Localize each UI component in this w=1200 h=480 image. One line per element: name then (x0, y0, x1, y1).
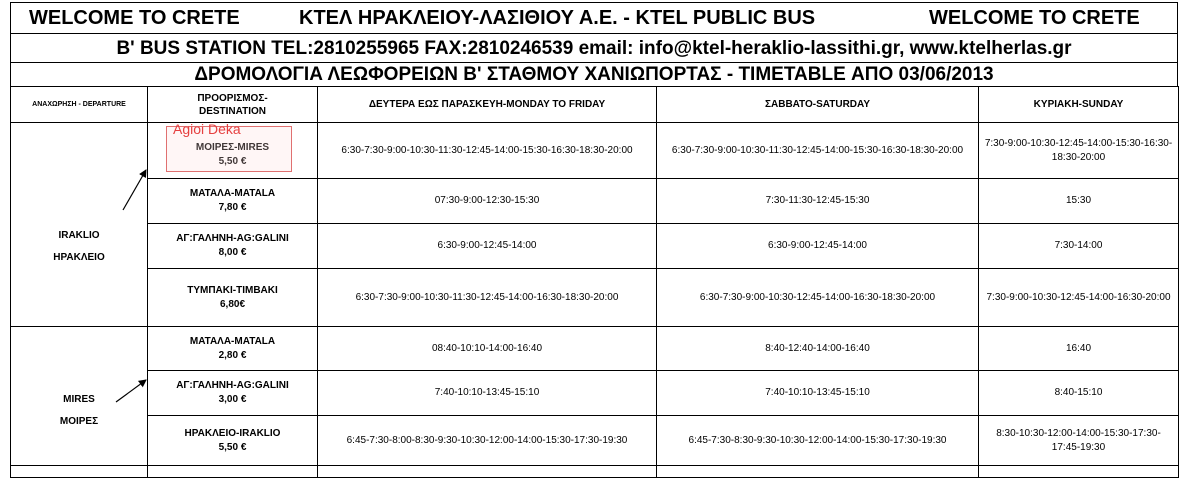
fare-price: 6,80€ (219, 298, 246, 310)
table-row (11, 224, 1179, 269)
destination-cell (148, 179, 318, 224)
sunday-times: 7:30-14:00 (979, 224, 1179, 269)
departure-cell (11, 327, 148, 466)
fare-price: 7,80 € (218, 202, 247, 213)
weekday-times: 6:30-9:00-12:45-14:00 (318, 224, 657, 269)
weekday-times: 7:40-10:10-13:45-15:10 (318, 371, 657, 416)
empty-cell (11, 466, 148, 478)
header-contact-line: B' BUS STATION TEL:2810255965 FAX:2810246539 email: info@ktel-heraklio-lassithi.gr, www.ktelherlas.gr (10, 33, 1178, 62)
empty-cell (148, 466, 318, 478)
table-row-cutoff (11, 466, 1179, 478)
empty-cell (657, 466, 979, 478)
saturday-times: 8:40-12:40-14:00-16:40 (657, 327, 979, 371)
destination-cell (148, 224, 318, 269)
fare-price: 8,00 € (218, 247, 247, 258)
departure-greek: ΜΟΙΡΕΣ (59, 416, 99, 427)
col-header-destination: ΠΡΟΟΡΙΣΜΟΣ- DESTINATION (148, 87, 318, 123)
destination-cell (148, 123, 318, 179)
saturday-times: 6:30-7:30-9:00-10:30-11:30-12:45-14:00-15:30-16:30-18:30-20:00 (657, 123, 979, 179)
saturday-times: 6:45-7:30-8:30-9:30-10:30-12:00-14:00-15:30-17:30-19:30 (657, 416, 979, 466)
fare-price: 2,80 € (218, 349, 247, 361)
sunday-times: 15:30 (979, 179, 1179, 224)
saturday-times: 7:40-10:10-13:45-15:10 (657, 371, 979, 416)
company-name: ΚΤΕΛ ΗΡΑΚΛΕΙΟΥ-ΛΑΣΙΘΙΟΥ Α.Ε. - KTEL PUBLIC BUS (299, 7, 816, 29)
sunday-times: 16:40 (979, 327, 1179, 371)
table-row (11, 179, 1179, 224)
header-welcome-line (10, 2, 1178, 33)
saturday-times: 7:30-11:30-12:45-15:30 (657, 179, 979, 224)
destination-cell (148, 327, 318, 371)
timetable (10, 86, 1179, 478)
destination-cell (148, 371, 318, 416)
col-header-sunday: ΚΥΡΙΑΚΗ-SUNDAY (979, 87, 1179, 123)
weekday-times: 6:45-7:30-8:00-8:30-9:30-10:30-12:00-14:00-15:30-17:30-19:30 (318, 416, 657, 466)
table-row (11, 416, 1179, 466)
sunday-times: 8:40-15:10 (979, 371, 1179, 416)
destination-cell (148, 416, 318, 466)
sunday-times: 7:30-9:00-10:30-12:45-14:00-16:30-20:00 (979, 269, 1179, 327)
destination-name: ΜΑΤΑΛΑ-MATALA (189, 335, 276, 347)
welcome-left: WELCOME TO CRETE (29, 7, 240, 29)
destination-name: ΜΑΤΑΛΑ-MATALA (189, 188, 276, 199)
destination-name: ΑΓ:ΓΑΛΗΝΗ-AG:GALINI (176, 380, 289, 391)
saturday-times: 6:30-7:30-9:00-10:30-12:45-14:00-16:30-18:30-20:00 (657, 269, 979, 327)
saturday-times: 6:30-9:00-12:45-14:00 (657, 224, 979, 269)
header-title-line: ΔΡΟΜΟΛΟΓΙΑ ΛΕΩΦΟΡΕΙΩΝ Β' ΣΤΑΘΜΟΥ ΧΑΝΙΩΠΟΡΤΑΣ - TIMETABLE ΑΠΟ 03/06/2013 (10, 62, 1178, 86)
sunday-times: 8:30-10:30-12:00-14:00-15:30-17:30-17:45-19:30 (979, 416, 1179, 466)
fare-price: 3,00 € (218, 394, 247, 405)
weekday-times: 08:40-10:10-14:00-16:40 (318, 327, 657, 371)
weekday-times: 6:30-7:30-9:00-10:30-11:30-12:45-14:00-16:30-18:30-20:00 (318, 269, 657, 327)
fare-price: 5,50 € (218, 155, 247, 167)
destination-name: ΗΡΑΚΛΕΙΟ-IRAKLIO (184, 427, 281, 439)
empty-cell (979, 466, 1179, 478)
overlay-label: Agioi Deka (173, 121, 241, 137)
departure-greek: ΗΡΑΚΛΕΙΟ (53, 251, 105, 263)
destination-name: ΜΟΙΡΕΣ-MIRES (195, 141, 270, 153)
weekday-times: 07:30-9:00-12:30-15:30 (318, 179, 657, 224)
table-row (11, 327, 1179, 371)
col-header-weekday: ΔΕΥΤΕΡΑ ΕΩΣ ΠΑΡΑΣΚΕΥΗ-MONDAY TO FRIDAY (318, 87, 657, 123)
fare-price: 5,50 € (218, 441, 247, 453)
table-row (11, 123, 1179, 179)
empty-cell (318, 466, 657, 478)
destination-name: ΑΓ:ΓΑΛΗΝΗ-AG:GALINI (176, 233, 289, 244)
departure-latin: IRAKLIO (58, 229, 100, 241)
welcome-right: WELCOME TO CRETE (929, 7, 1140, 29)
destination-cell (148, 269, 318, 327)
table-header-row (11, 87, 1179, 123)
table-row (11, 371, 1179, 416)
weekday-times: 6:30-7:30-9:00-10:30-11:30-12:45-14:00-15:30-16:30-18:30-20:00 (318, 123, 657, 179)
sunday-times: 7:30-9:00-10:30-12:45-14:00-15:30-16:30-18:30-20:00 (979, 123, 1179, 179)
departure-cell (11, 123, 148, 327)
departure-latin: MIRES (63, 394, 95, 405)
destination-name: ΤΥΜΠΑΚΙ-TIMBAKI (187, 284, 278, 296)
col-header-saturday: ΣΑΒΒΑΤΟ-SATURDAY (657, 87, 979, 123)
col-header-departure: ΑΝΑΧΩΡΗΣΗ - DEPARTURE (11, 87, 148, 123)
table-row (11, 269, 1179, 327)
